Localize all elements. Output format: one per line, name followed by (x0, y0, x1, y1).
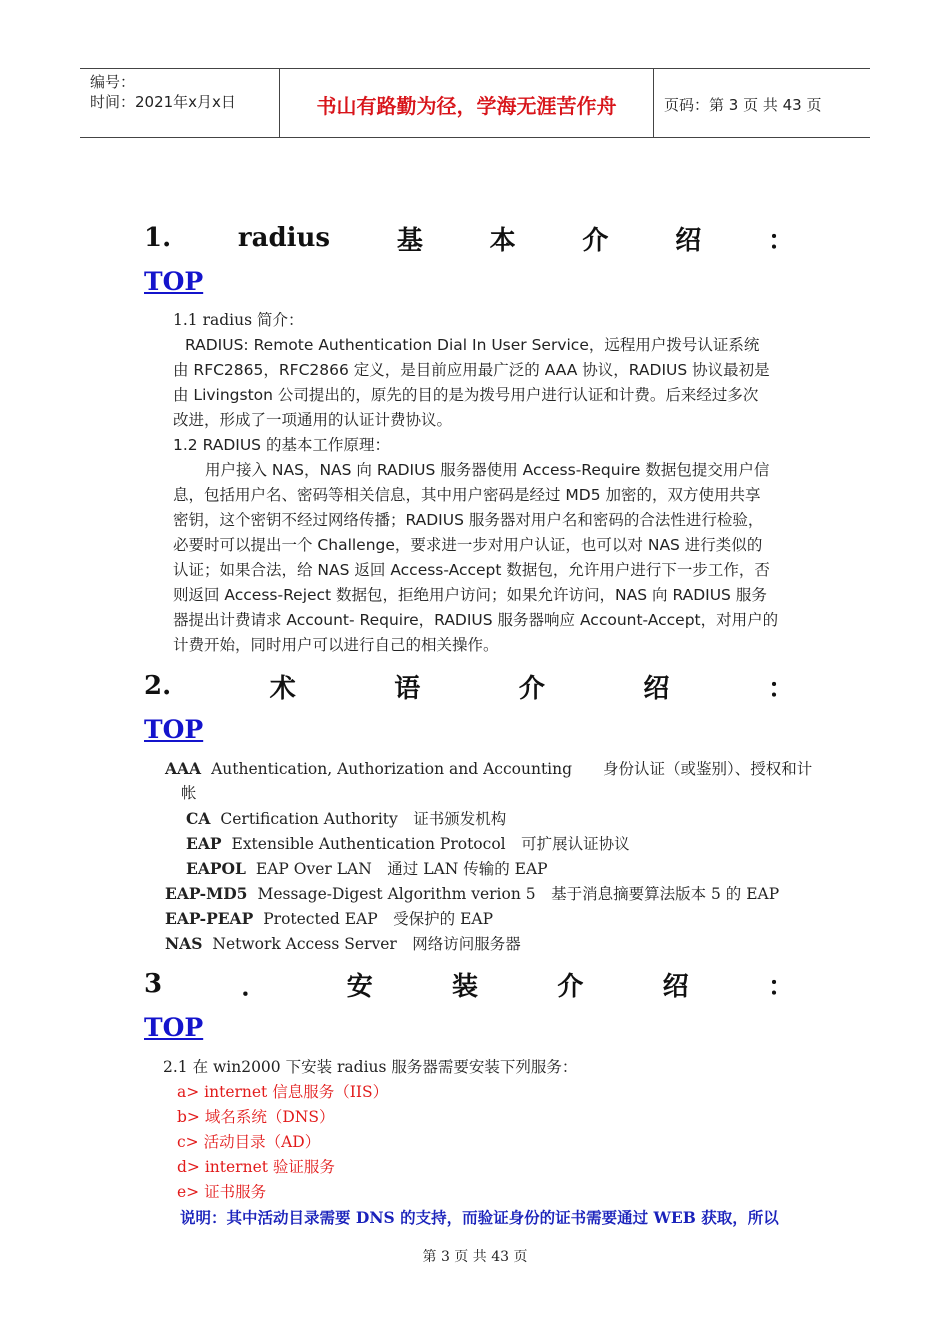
term-abbr: EAP-PEAP (165, 909, 254, 928)
term-desc: 帐 (181, 784, 197, 802)
term-row (181, 781, 197, 806)
header-page-info: 页码：第 3 页 共 43 页 (664, 95, 822, 114)
section-number: 1. (144, 223, 172, 253)
paragraph-line: 改进，形成了一项通用的认证计费协议。 (173, 411, 453, 429)
heading-char: ： (767, 225, 794, 256)
heading-char: ． (241, 971, 268, 1002)
term-abbr: EAP-MD5 (165, 884, 248, 903)
note-line: 说明：其中活动目录需要 DNS 的支持，而验证身份的证书需要通过 WEB 获取，所以 (180, 1208, 779, 1227)
heading-char: 绍 (662, 971, 689, 1002)
term-desc: EAP Over LAN 通过 LAN 传输的 EAP (255, 860, 548, 878)
term-desc: Authentication, Authorization and Accounting 身份认证（或鉴别）、授权和计 (211, 760, 813, 778)
term-abbr: EAPOL (186, 859, 246, 878)
heading-char: radius (237, 223, 331, 253)
term-row (186, 856, 548, 882)
heading-char: 介 (582, 225, 609, 256)
top-link[interactable]: TOP (144, 715, 204, 744)
term-abbr: AAA (165, 759, 202, 778)
header-meta (80, 69, 280, 137)
top-link[interactable]: TOP (144, 1013, 204, 1042)
section-1-heading (144, 218, 794, 258)
term-row (165, 881, 779, 907)
heading-char: 介 (557, 971, 584, 1002)
paragraph-line: 必要时可以提出一个 Challenge，要求进一步对用户认证，也可以对 NAS 进行类似的 (173, 536, 763, 554)
section-number: 2. (144, 671, 172, 701)
heading-char: 安 (346, 971, 373, 1002)
paragraph-line: 则返回 Access-Reject 数据包，拒绝用户访问；如果允许访问，NAS 向 RADIUS 服务 (173, 586, 767, 604)
heading-char: 绍 (643, 673, 670, 704)
paragraph-line: 计费开始，同时用户可以进行自己的相关操作。 (173, 636, 499, 654)
date-label: 时间：2021年x月x日 (90, 93, 236, 111)
term-desc: Message-Digest Algorithm verion 5 基于消息摘要算法版本 5 的 EAP (257, 885, 780, 903)
section-number: 3 (144, 969, 163, 999)
top-link[interactable]: TOP (144, 267, 204, 296)
paragraph-line: 密钥，这个密钥不经过网络传播；RADIUS 服务器对用户名和密码的合法性进行检验， (173, 511, 764, 529)
term-desc: Certification Authority 证书颁发机构 (220, 810, 507, 828)
term-desc: Extensible Authentication Protocol 可扩展认证协议 (231, 835, 630, 853)
list-item: a> internet 信息服务（IIS） (177, 1083, 389, 1101)
heading-char: 绍 (675, 225, 702, 256)
term-abbr: CA (186, 809, 211, 828)
list-item: d> internet 验证服务 (177, 1158, 335, 1176)
list-item: b> 域名系统（DNS） (177, 1108, 335, 1126)
paragraph-line: 用户接入 NAS，NAS 向 RADIUS 服务器使用 Access-Require 数据包提交用户信 (205, 461, 770, 479)
paragraph-line: 由 RFC2865，RFC2866 定义，是目前应用最广泛的 AAA 协议，RADIUS 协议最初是 (173, 361, 770, 379)
subheading: 1.1 radius 简介： (173, 311, 304, 329)
number-label: 编号： (90, 73, 136, 91)
term-abbr: NAS (165, 934, 203, 953)
term-row (186, 831, 630, 857)
term-row (186, 806, 506, 832)
heading-char: 介 (518, 673, 545, 704)
header-motto: 书山有路勤为径，学海无涯苦作舟 (280, 69, 654, 137)
paragraph-line: 息，包括用户名、密码等相关信息，其中用户密码是经过 MD5 加密的，双方使用共享 (173, 486, 761, 504)
subheading: 1.2 RADIUS 的基本工作原理： (173, 436, 390, 454)
subheading: 2.1 在 win2000 下安装 radius 服务器需要安装下列服务： (163, 1058, 578, 1076)
term-desc: Protected EAP 受保护的 EAP (263, 910, 494, 928)
heading-char: ： (767, 971, 794, 1002)
term-abbr: EAP (186, 834, 222, 853)
list-item: e> 证书服务 (177, 1183, 267, 1201)
section-3-heading (144, 964, 794, 1004)
term-row (165, 931, 521, 957)
heading-char: 装 (452, 971, 479, 1002)
paragraph-line: 器提出计费请求 Account- Require，RADIUS 服务器响应 Account-Accept，对用户的 (173, 611, 779, 629)
heading-char: ： (767, 673, 794, 704)
term-row (165, 906, 493, 932)
paragraph-line: RADIUS: Remote Authentication Dial In User Service，远程用户拨号认证系统 (185, 336, 760, 354)
list-item: c> 活动目录（AD） (177, 1133, 321, 1151)
section-2-heading (144, 666, 794, 706)
term-row (165, 756, 812, 782)
paragraph-line: 由 Livingston 公司提出的，原先的目的是为拨号用户进行认证和计费。后来经过多次 (173, 386, 759, 404)
heading-char: 语 (394, 673, 421, 704)
page-header (80, 68, 870, 138)
heading-char: 本 (489, 225, 516, 256)
heading-char: 术 (269, 673, 296, 704)
page-footer: 第 3 页 共 43 页 (422, 1249, 528, 1265)
paragraph-line: 认证；如果合法，给 NAS 返回 Access-Accept 数据包，允许用户进行下一步工作，否 (173, 561, 770, 579)
heading-char: 基 (396, 225, 423, 256)
term-desc: Network Access Server 网络访问服务器 (212, 935, 521, 953)
